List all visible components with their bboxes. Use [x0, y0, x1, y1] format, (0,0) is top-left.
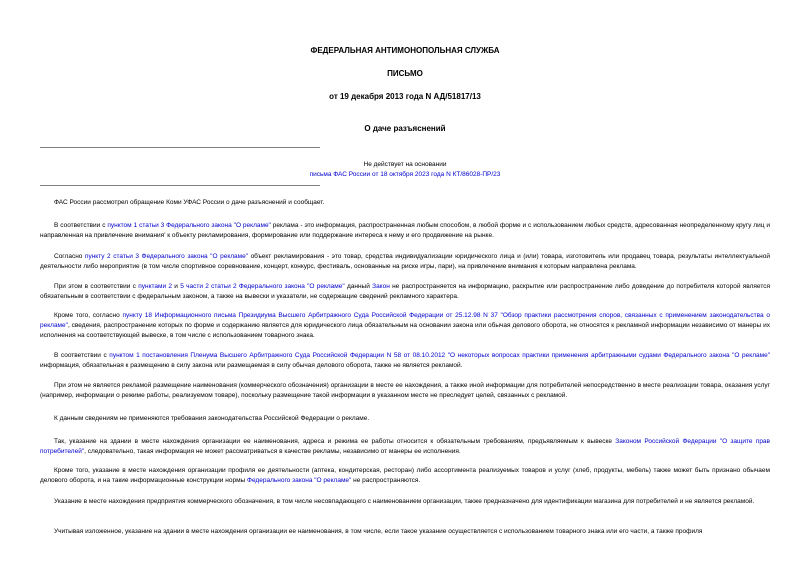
link-points-2[interactable]: пунктами 2	[138, 283, 172, 290]
link-art3-p1[interactable]: пунктом 1 статьи 3 Федерального закона "О рекламе"	[107, 222, 271, 229]
link-art2-p5[interactable]: 5 части 2 статьи 2 Федерального закона "О рекламе"	[180, 283, 345, 290]
paragraph-8: К данным сведениям не применяются требования законодательства Российской Федерации о рекламе.	[54, 415, 370, 422]
link-law[interactable]: Закон	[372, 283, 390, 290]
link-consumer-law[interactable]: Законом Российской Федерации "О защите прав потребителей"	[40, 438, 770, 455]
link-advertising-law[interactable]: Федерального закона "О рекламе"	[247, 477, 352, 484]
status-notice-link[interactable]: письма ФАС России от 18 октября 2023 года N КТ/86028-ПР/23	[309, 171, 501, 178]
paragraph-2: В соответствии с пунктом 1 статьи 3 Федерального закона "О рекламе" реклама - это информация, распространенная любым способом, в любой форме и с использованием любых средств, адресованная неопределенному кругу лиц и направленная на привлечение внимания' к объекту рекламирования, формирование или поддержание интереса к нему и его продвижение на рынке.	[40, 222, 771, 239]
paragraph-7: При этом не является рекламой размещение наименования (коммерческого обозначения) организации в месте ее нахождения, а также иной информации для потребителей непосредственно в месте реализации товара, оказания услуг (например, информации о режиме работы, реализуемом товаре), поскольку размещение такой информации в указанном месте не преследует целей, связанных с рекламой.	[40, 382, 770, 399]
document-subject: О даче разъяснений	[364, 124, 446, 133]
paragraph-9: Так, указание на здании в месте нахождения организации ее наименования, адреса и режима ее работы относится к обязательным требованиям, предъявляемым к вывеске Законом Российской Федерации "О защите прав потребителей", следовательно, такая информация не может рассматриваться в качестве рекламы, независимо от манеры ее исполнения.	[40, 438, 770, 455]
document-date-number: от 19 декабря 2013 года N АД/51817/13	[329, 92, 481, 101]
paragraph-1: ФАС России рассмотрел обращение Коми УФАС России о даче разъяснений и сообщает.	[54, 199, 325, 206]
agency-heading: ФЕДЕРАЛЬНАЯ АНТИМОНОПОЛЬНАЯ СЛУЖБА	[310, 46, 500, 55]
separator-bottom	[40, 185, 320, 186]
link-plenum-58[interactable]: пунктом 1 постановления Пленума Высшего Арбитражного Суда Российской Федерации N 58 от 08.10.2012 "О некоторых вопросах практики применения арбитражными судами Федерального закона "О рекламе"	[109, 352, 770, 359]
document-type-heading: ПИСЬМО	[387, 69, 423, 78]
link-info-letter-37[interactable]: пункту 18 Информационного письма Президиума Высшего Арбитражного Суда Российской Федерации от 25.12.98 N 37 "Обзор практики рассмотрения споров, связанных с применением законодательства о рекламе"	[40, 312, 770, 329]
paragraph-12: Учитывая изложенное, указание на здании в месте нахождения организации ее наименования, в том числе, если такое указание осуществляется с использованием товарного знака или его части, а также профиля	[54, 528, 703, 535]
paragraph-10: Кроме того, указание в месте нахождения организации профиля ее деятельности (аптека, кондитерская, ресторан) либо ассортимента реализуемых товаров и услуг (хлеб, продукты, мебель) также может быть признано обычаем делового оборота, и на такие информационные конструкции нормы Федерального закона "О рекламе" не распространяются.	[40, 467, 770, 484]
status-notice-text: Не действует на основании	[363, 161, 447, 168]
paragraph-5: Кроме того, согласно пункту 18 Информационного письма Президиума Высшего Арбитражного Суда Российской Федерации от 25.12.98 N 37 "Обзор практики рассмотрения споров, связанных с применением законодательства о рекламе", сведения, распространение которых по форме и содержанию является для юридического лица обязательным на основании закона или обычая делового оборота, не относятся к рекламной информации независимо от манеры их исполнения на соответствующей вывеске, в том числе с использованием товарного знака.	[40, 312, 770, 339]
paragraph-6: В соответствии с пунктом 1 постановления Пленума Высшего Арбитражного Суда Российской Федерации N 58 от 08.10.2012 "О некоторых вопросах практики применения арбитражными судами Федерального закона "О рекламе" информация, обязательная к размещению в силу закона или размещаемая в силу обычая делового оборота, также не является рекламой.	[40, 352, 770, 369]
separator-top	[40, 147, 320, 148]
link-art3-p2[interactable]: пункту 2 статьи 3 Федерального закона "О рекламе"	[84, 253, 249, 260]
paragraph-4: При этом в соответствии с пунктами 2 и 5 части 2 статьи 2 Федерального закона "О рекламе" данный Закон не распространяется на информацию, раскрытие или распространение либо доведение до потребителя которой является обязательным в соответствии с федеральным законом, а также на вывески и указатели, не содержащие сведений рекламного характера.	[40, 283, 770, 300]
status-notice	[40, 160, 770, 180]
paragraph-3: Согласно пункту 2 статьи 3 Федерального закона "О рекламе" объект рекламирования - это товар, средства индивидуализации юридического лица и (или) товара, изготовитель или продавец товара, результаты интеллектуальной деятельности либо мероприятие (в том числе спортивное соревнование, концерт, конкурс, фестиваль, основанные на риске игры, пари), на привлечение внимания к которым направлена реклама.	[40, 253, 770, 270]
paragraph-11: Указание в месте нахождения предприятия коммерческого обозначения, в том числе несовпадающего с наименованием организации, также предназначено для идентификации магазина для потребителей и не является рекламой.	[54, 498, 755, 505]
